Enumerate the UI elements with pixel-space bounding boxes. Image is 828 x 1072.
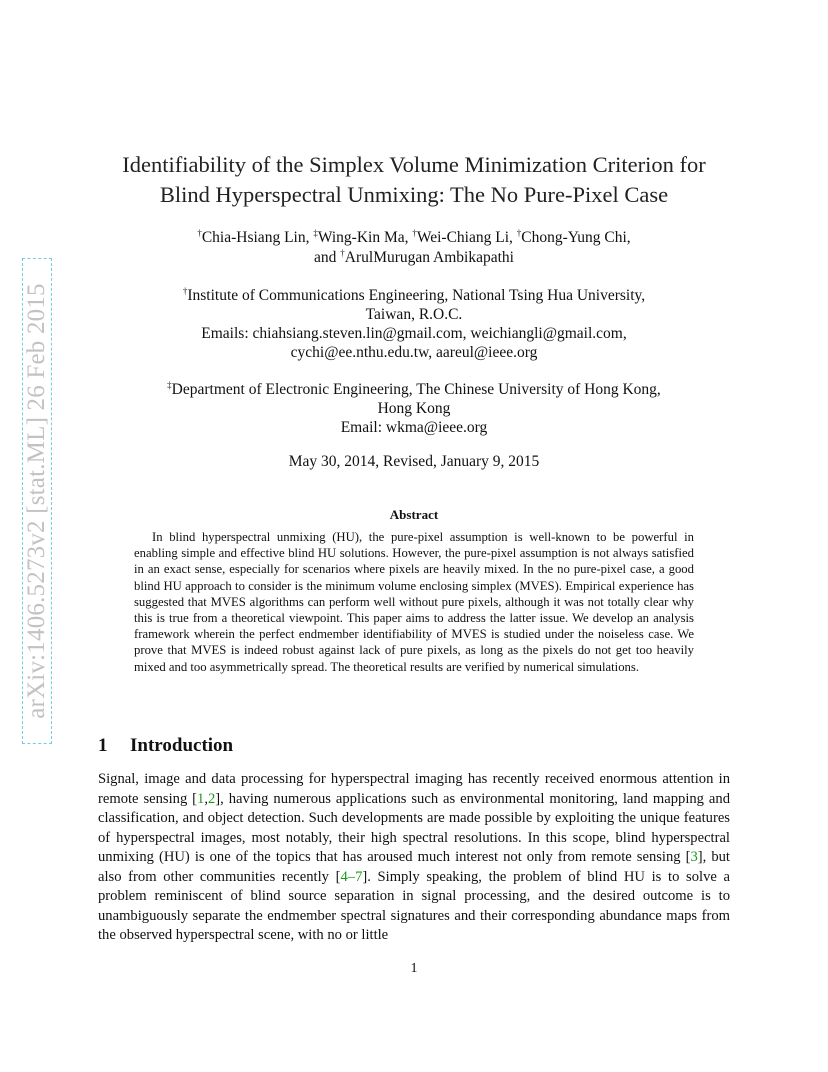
abstract-text: In blind hyperspectral unmixing (HU), the pure-pixel assumption is well-known to be powerful in enabling simple and effective blind HU solutions. However, the pure-pixel assumption is not always satisfied in an exact sense, especially for scenarios where pixels are heavily mixed. In the no pure-pixel case, a good blind HU approach to consider is the minimum volume enclosing simplex (MVES). Empirical experience has suggested that MVES algorithms can perform well without pure pixels, although it was not totally clear why this is true from a theoretical viewpoint. This paper aims to address the latter issue. We develop an analysis framework wherein the perfect endmember identifiability of MVES is studied under the noiseless case. We prove that MVES is indeed robust against lack of pure pixels, as long as the pixels do not get too heavily mixed and too asymmetrically spread. The theoretical results are verified by numerical simulations. bbox=[134, 530, 694, 674]
dagger-mark: † bbox=[412, 228, 417, 238]
author-list bbox=[100, 228, 728, 268]
author-name: Chia-Hsiang Lin, bbox=[201, 229, 314, 246]
title-line-2: Blind Hyperspectral Unmixing: The No Pure-Pixel Case bbox=[159, 182, 669, 207]
dagger-mark: † bbox=[197, 228, 202, 238]
affiliation-line bbox=[100, 286, 728, 305]
author-name: ArulMurugan Ambikapathi bbox=[344, 249, 514, 266]
affiliation-emails: cychi@ee.nthu.edu.tw, aareul@ieee.org bbox=[290, 344, 538, 361]
affiliation-emails: Emails: chiahsiang.steven.lin@gmail.com, weichiangli@gmail.com, bbox=[201, 325, 627, 342]
dagger-mark: † bbox=[516, 228, 522, 238]
citation-link[interactable]: 3 bbox=[690, 849, 698, 865]
arxiv-stamp bbox=[22, 258, 52, 744]
author-name: Chong-Yung Chi, bbox=[521, 229, 631, 246]
affiliation-line: Taiwan, R.O.C. bbox=[365, 306, 463, 323]
dagger-mark: † bbox=[182, 286, 188, 296]
section-heading bbox=[98, 735, 233, 757]
paper-title bbox=[100, 150, 728, 210]
author-name: Wei-Chiang Li, bbox=[416, 229, 517, 246]
title-line-1: Identifiability of the Simplex Volume Minimization Criterion for bbox=[122, 152, 706, 177]
affiliation-line bbox=[100, 380, 728, 399]
intro-text: Signal, image and data processing for hyperspectral imaging has recently received enormous attention in remote sensing [ bbox=[98, 771, 730, 807]
citation-link[interactable]: 2 bbox=[208, 790, 216, 807]
intro-text: ], having numerous applications such as environmental monitoring, land mapping and classification, and object detection. Such developments are made possible by exploiting the unique features of hyperspectral images, most notably, their high spectral resolutions. In this scope, blind hyperspectral unmixing (HU) is one of the topics that has aroused much interest not only from remote sensing [ bbox=[98, 790, 730, 865]
affiliation-cuhk bbox=[100, 380, 728, 437]
arxiv-id: arXiv:1406.5273v2 [stat.ML] 26 Feb 2015 bbox=[23, 283, 51, 719]
affiliation-emails: Email: wkma@ieee.org bbox=[340, 419, 488, 436]
paper-date: May 30, 2014, Revised, January 9, 2015 bbox=[288, 453, 540, 470]
dagger-mark: † bbox=[340, 248, 345, 258]
page-number: 1 bbox=[410, 961, 418, 976]
intro-paragraph bbox=[98, 770, 730, 946]
ddagger-mark: ‡ bbox=[313, 228, 318, 238]
citation-link[interactable]: 4 bbox=[340, 868, 348, 885]
intro-text: ]. Simply speaking, the problem of blind HU is to solve a problem reminiscent of blind source separation in signal processing, and the desired outcome is to unambiguously separate the endmember spectral signatures and their corresponding abundance maps from the observed hyperspectral scene, with no or little bbox=[98, 868, 730, 943]
citation-separator: , bbox=[204, 790, 208, 807]
affiliation-institution: Department of Electronic Engineering, The Chinese University of Hong Kong, bbox=[171, 381, 661, 398]
affiliation-line: Hong Kong bbox=[377, 400, 451, 417]
abstract-heading: Abstract bbox=[389, 507, 439, 522]
citation-link[interactable]: 7 bbox=[355, 868, 363, 885]
author-line-1 bbox=[100, 228, 728, 248]
section-number: 1 bbox=[98, 735, 108, 756]
affiliation-nthu bbox=[100, 286, 728, 362]
ddagger-mark: ‡ bbox=[167, 380, 172, 390]
affiliation-institution: Institute of Communications Engineering, National Tsing Hua University, bbox=[187, 287, 646, 304]
citation-link[interactable]: 1 bbox=[197, 790, 205, 807]
citation-separator: – bbox=[347, 868, 356, 885]
author-line-2 bbox=[100, 248, 728, 268]
section-title: Introduction bbox=[130, 735, 234, 756]
intro-text: ], but also from other communities recently [ bbox=[98, 849, 730, 885]
author-conjunction: and bbox=[314, 249, 341, 266]
author-name: Wing-Kin Ma, bbox=[317, 229, 413, 246]
